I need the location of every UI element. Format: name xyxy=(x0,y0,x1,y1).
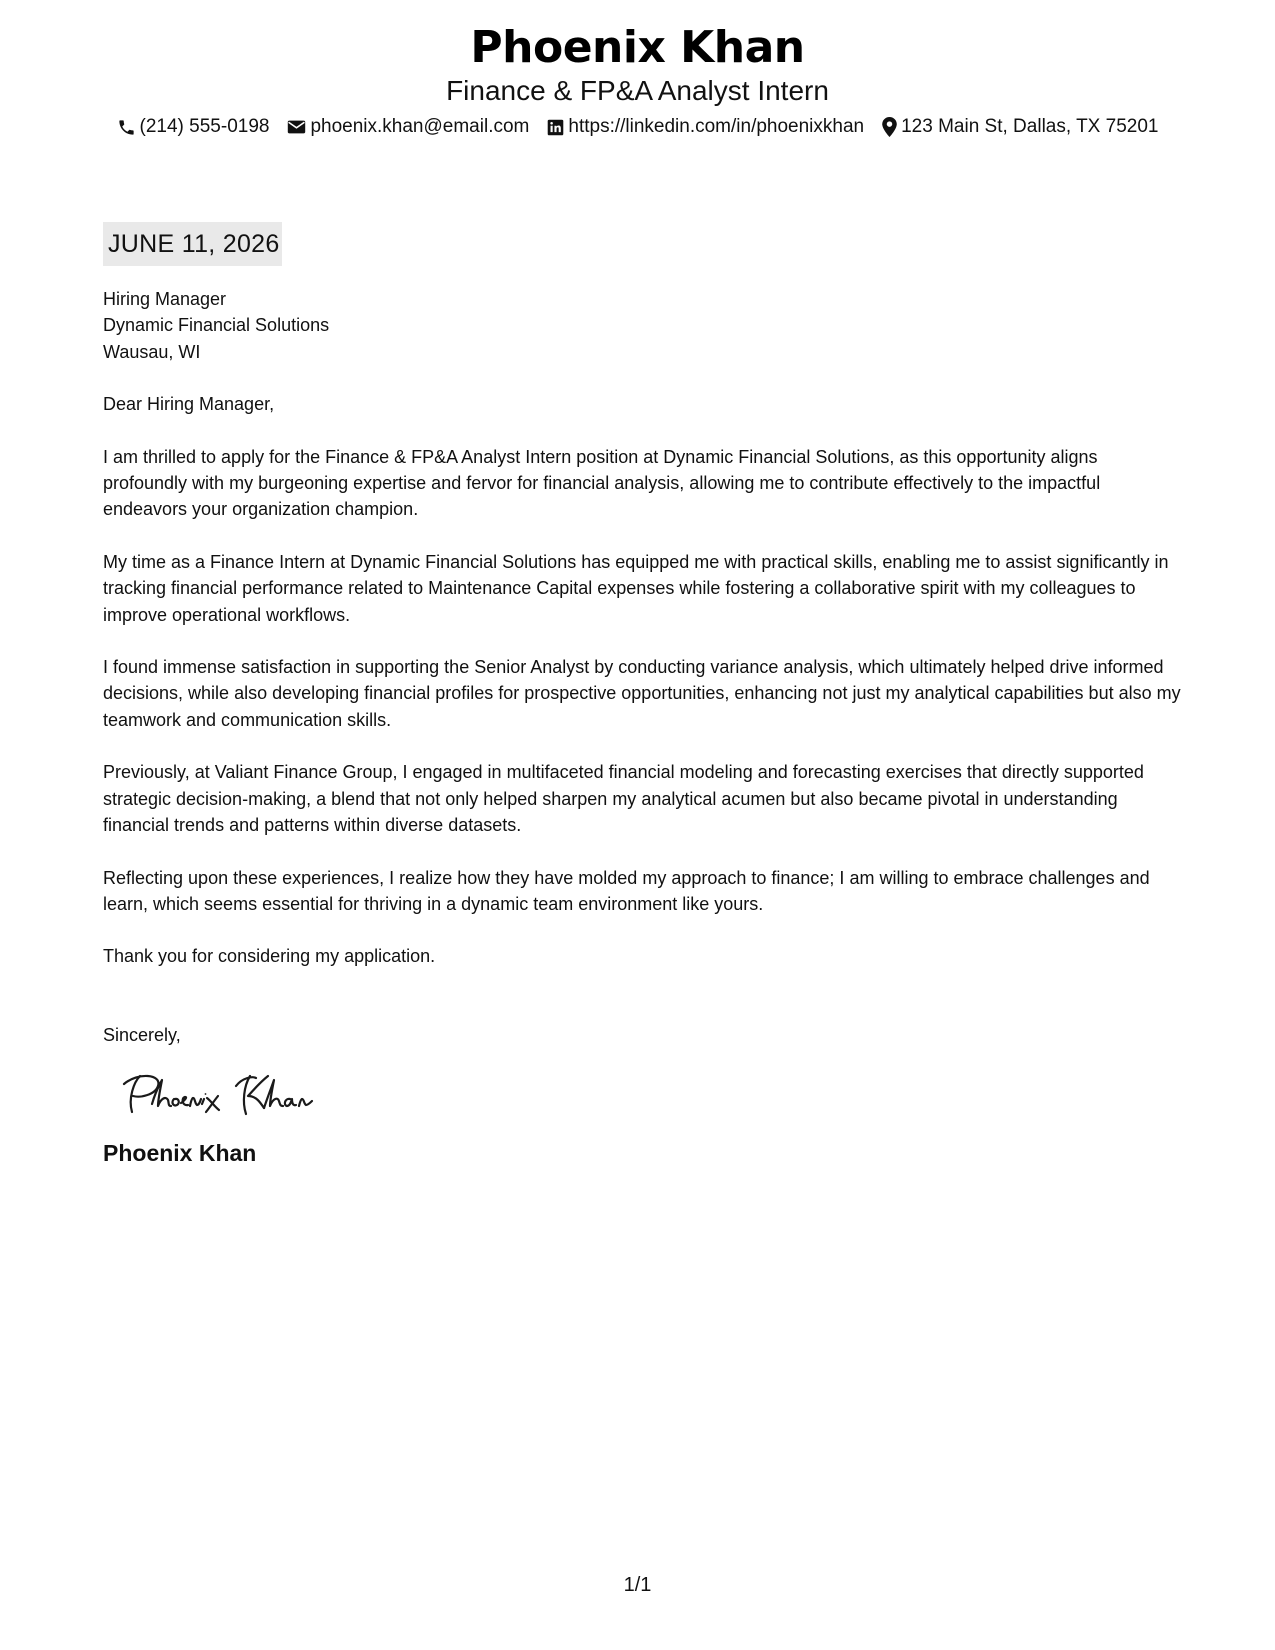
paragraph: I am thrilled to apply for the Finance & FP&A Analyst Intern position at Dynamic Financial Solutions, as this opportunity aligns profoundly with my burgeoning expertise and fervor for financial analysis, allowing me to contribute effectively to the impactful endeavors your organization champion. xyxy=(103,446,1101,520)
letter-date: JUNE 11, 2026 xyxy=(103,222,282,266)
linkedin-text[interactable]: https://linkedin.com/in/phoenixkhan xyxy=(568,116,865,137)
handwritten-signature xyxy=(118,1068,358,1120)
envelope-icon xyxy=(287,119,306,135)
contact-address xyxy=(882,114,1158,140)
contact-bar xyxy=(0,114,1275,140)
closing: Sincerely, xyxy=(103,1024,181,1045)
paragraph: Previously, at Valiant Finance Group, I engaged in multifaceted financial modeling and forecasting exercises that directly supported strategic decision-making, a blend that not only helped sharpen my analytical acumen but also became pivotal in understanding financial trends and patterns within diverse datasets. xyxy=(103,762,1144,836)
recipient-block xyxy=(103,286,1183,365)
letter-body xyxy=(103,222,1183,1168)
contact-linkedin[interactable] xyxy=(547,114,864,140)
contact-email[interactable] xyxy=(287,114,529,140)
phone-text: (214) 555-0198 xyxy=(139,116,270,137)
recipient-company: Dynamic Financial Solutions xyxy=(103,315,330,336)
paragraph: My time as a Finance Intern at Dynamic Financial Solutions has equipped me with practical skills, enabling me to assist significantly in tracking financial performance related to Maintenance Capital expenses while fostering a collaborative spirit with my colleagues to improve operational workflows. xyxy=(103,551,1169,625)
letter-header xyxy=(0,20,1275,140)
applicant-name: Phoenix Khan xyxy=(470,22,805,73)
signer-name: Phoenix Khan xyxy=(103,1140,257,1167)
page-indicator: 1/1 xyxy=(623,1574,652,1596)
phone-icon xyxy=(117,118,136,137)
recipient-title: Hiring Manager xyxy=(103,289,227,309)
contact-phone xyxy=(117,114,270,140)
linkedin-icon xyxy=(547,119,564,136)
recipient-location: Wausau, WI xyxy=(103,341,201,362)
paragraph: I found immense satisfaction in supporting the Senior Analyst by conducting variance analysis, which ultimately helped drive informed decisions, while also developing financial profiles for prospective opportunities, enhancing not just my analytical capabilities but also my teamwork and communication skills. xyxy=(103,657,1181,730)
applicant-role: Finance & FP&A Analyst Intern xyxy=(446,75,829,106)
email-text[interactable]: phoenix.khan@email.com xyxy=(310,116,530,137)
address-text: 123 Main St, Dallas, TX 75201 xyxy=(901,116,1159,137)
map-marker-icon xyxy=(882,117,897,137)
salutation: Dear Hiring Manager, xyxy=(103,394,275,415)
paragraph: Thank you for considering my application. xyxy=(103,946,436,967)
paragraph: Reflecting upon these experiences, I realize how they have molded my approach to finance; I am willing to embrace challenges and learn, which seems essential for thriving in a dynamic team environment like yours. xyxy=(103,867,1150,914)
